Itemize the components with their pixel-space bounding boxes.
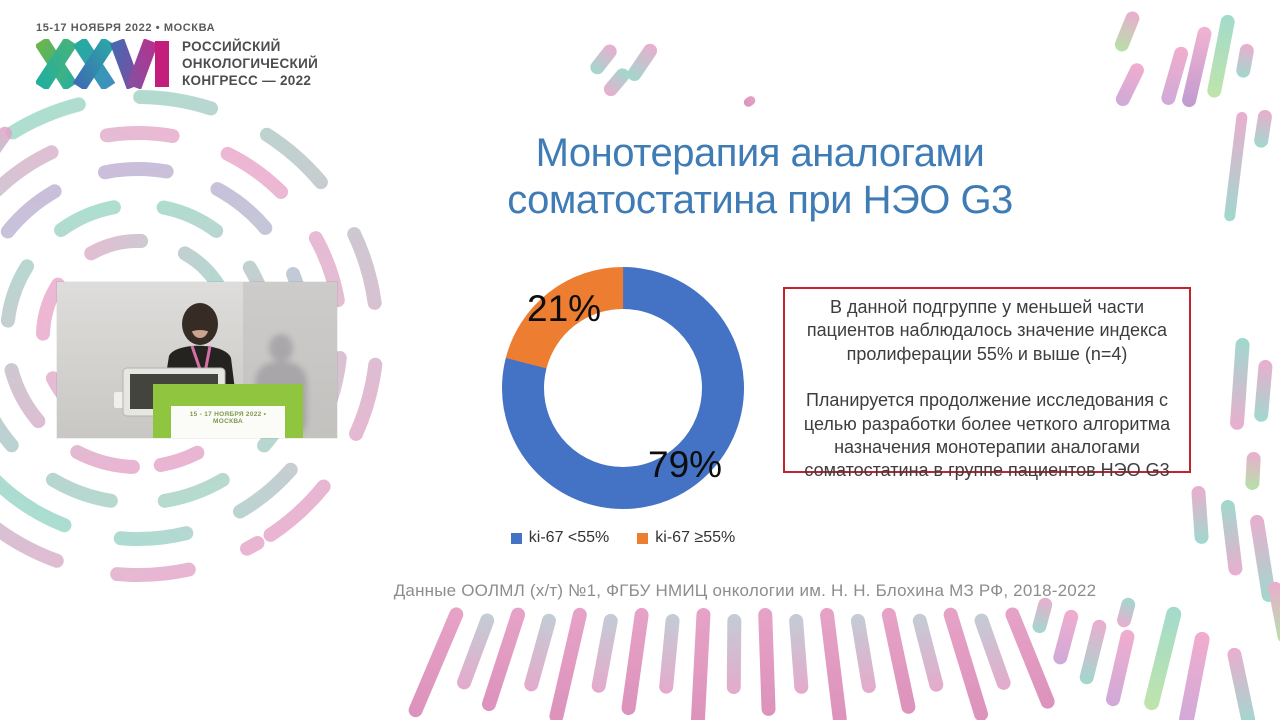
conclusion-paragraph-1: В данной подгруппе у меньшей части пациентов наблюдалось значение индекса пролиферации 55% и выше (n=4) — [806, 297, 1168, 364]
legend-item-ki67-lt55 — [511, 529, 610, 547]
legend-swatch-orange — [637, 533, 648, 544]
congress-name-line: ОНКОЛОГИЧЕСКИЙ — [182, 55, 319, 71]
donut-chart — [498, 266, 748, 566]
congress-name-line: КОНГРЕСС — 2022 — [182, 72, 312, 88]
conclusion-paragraph-2: Планируется продолжение исследования с целью разработки более четкого алгоритма назначения монотерапии аналогами соматостатина в группе пациентов НЭО G3 — [803, 390, 1171, 481]
congress-dates: 15-17 НОЯБРЯ 2022 • МОСКВА — [36, 22, 216, 34]
decor-bottom-stripe-fan — [406, 605, 1056, 720]
slide-title-line2: соматостатина при НЭО G3 — [507, 177, 1013, 222]
conclusion-text-box — [783, 287, 1191, 481]
legend-item-ki67-ge55 — [637, 529, 735, 547]
data-source-footnote: Данные ООЛМЛ (х/т) №1, ФГБУ НМИЦ онкологии им. Н. Н. Блохина МЗ РФ, 2018-2022 — [393, 581, 1097, 600]
donut-label-79: 79% — [648, 444, 723, 485]
congress-name — [182, 39, 318, 90]
slide-title — [400, 130, 1120, 224]
legend-label: ki-67 <55% — [528, 529, 610, 546]
donut-label-21: 21% — [527, 288, 602, 329]
congress-header — [36, 22, 318, 90]
legend-swatch-blue — [511, 533, 522, 544]
chart-legend — [498, 529, 748, 547]
podium-banner-text: 15 - 17 НОЯБРЯ 2022 • МОСКВА — [189, 411, 267, 425]
slide-title-line1: Монотерапия аналогами — [535, 131, 985, 175]
congress-logo-xxvi-icon — [36, 39, 170, 89]
presenter-video — [57, 282, 337, 438]
legend-label: ki-67 ≥55% — [655, 529, 736, 546]
congress-name-line: РОССИЙСКИЙ — [182, 39, 281, 54]
